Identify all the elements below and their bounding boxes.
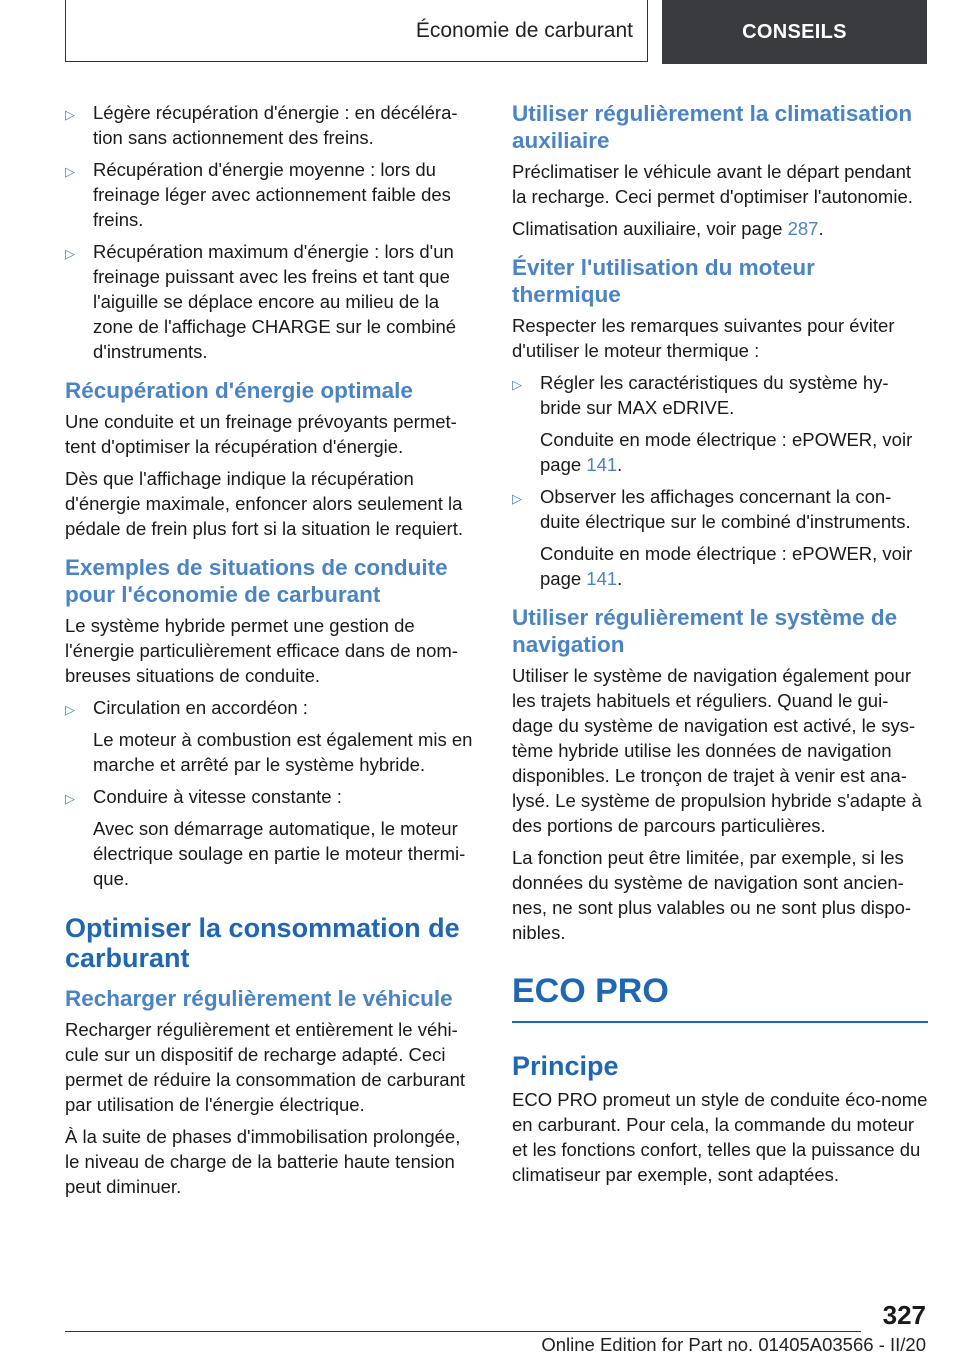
- list-item: ▷ Observer les affichages concernant la con-duite électrique sur le combiné d'instruments.: [512, 486, 911, 532]
- footer-divider: [65, 1331, 861, 1332]
- list-subtext: Le moteur à combustion est également mis en marche et arrêté par le système hybride.: [93, 729, 473, 775]
- triangle-bullet-icon: ▷: [65, 107, 75, 122]
- heading-recharger: Recharger régulièrement le véhicule: [65, 986, 453, 1011]
- list-item: ▷ Régler les caractéristiques du système hy-bride sur MAX eDRIVE.: [512, 372, 889, 418]
- left-column: [65, 100, 477, 1206]
- paragraph: Utiliser le système de navigation également pour les trajets habituels et réguliers. Quand le gui-dage du système de navigation est activé, le sys-tème hybride utilise les données de navigation disponibles. Le tronçon de trajet à venir est ana-lysé. Le système de propulsion hybride s'adapte à des portions de parcours particulières.: [512, 665, 922, 836]
- triangle-bullet-icon: ▷: [512, 377, 522, 392]
- triangle-bullet-icon: ▷: [65, 164, 75, 179]
- list-subtext: Conduite en mode électrique : ePOWER, voir page 141.: [540, 429, 913, 475]
- page-header: [65, 0, 927, 64]
- heading-optimiser: Optimiser la consommation de carburant: [65, 913, 460, 973]
- paragraph: Dès que l'affichage indique la récupération d'énergie maximale, enfoncer alors seulement la pédale de frein plus fort si la situation le requiert.: [65, 468, 463, 539]
- paragraph: Climatisation auxiliaire, voir page 287.: [512, 218, 824, 239]
- triangle-bullet-icon: ▷: [512, 491, 522, 506]
- triangle-bullet-icon: ▷: [65, 246, 75, 261]
- paragraph: Une conduite et un freinage prévoyants permet-tent d'optimiser la récupération d'énergie.: [65, 411, 457, 457]
- paragraph: Recharger régulièrement et entièrement le véhi-cule sur un dispositif de recharge adapté. Ceci permet de réduire la consommation de carburant par utilisation de l'énergie électrique.: [65, 1019, 466, 1115]
- page-link[interactable]: 141: [586, 568, 618, 589]
- heading-eco-pro: ECO PRO: [512, 971, 928, 1023]
- page-number: 327: [882, 1300, 926, 1330]
- edition-footer: Online Edition for Part no. 01405A03566 - II/20: [541, 1334, 926, 1355]
- page-link[interactable]: 141: [586, 454, 618, 475]
- right-column: [512, 100, 928, 1194]
- triangle-bullet-icon: ▷: [65, 791, 75, 806]
- chapter-tab: CONSEILS: [662, 0, 927, 64]
- paragraph: Préclimatiser le véhicule avant le départ pendant la recharge. Ceci permet d'optimiser l'autonomie.: [512, 161, 913, 207]
- paragraph: La fonction peut être limitée, par exemple, si les données du système de navigation sont ancien-nes, ne sont plus valables ou ne sont plus dispo-nibles.: [512, 847, 912, 943]
- list-item: ▷ Circulation en accordéon :: [65, 697, 308, 718]
- list-item: ▷ Légère récupération d'énergie : en décéléra-tion sans actionnement des freins.: [65, 102, 458, 148]
- paragraph: À la suite de phases d'immobilisation prolongée, le niveau de charge de la batterie haute tension peut diminuer.: [65, 1126, 461, 1197]
- heading-principe: Principe: [512, 1051, 619, 1081]
- list-subtext: Conduite en mode électrique : ePOWER, voir page 141.: [540, 543, 913, 589]
- heading-exemples: Exemples de situations de conduite pour l'économie de carburant: [65, 555, 448, 607]
- paragraph: Le système hybride permet une gestion de l'énergie particulièrement efficace dans de nom-breuses situations de conduite.: [65, 615, 458, 686]
- list-subtext: Avec son démarrage automatique, le moteur électrique soulage en partie le moteur thermi-que.: [93, 818, 466, 889]
- list-item: ▷ Récupération d'énergie moyenne : lors du freinage léger avec actionnement faible des freins.: [65, 159, 451, 230]
- heading-recuperation: Récupération d'énergie optimale: [65, 378, 413, 403]
- page-link[interactable]: 287: [787, 218, 819, 239]
- triangle-bullet-icon: ▷: [65, 702, 75, 717]
- paragraph: ECO PRO promeut un style de conduite éco-nome en carburant. Pour cela, la commande du moteur et les fonctions confort, telles que la puissance du climatiseur par exemple, sont adaptées.: [512, 1089, 928, 1185]
- paragraph: Respecter les remarques suivantes pour éviter d'utiliser le moteur thermique :: [512, 315, 895, 361]
- section-title: Économie de carburant: [65, 0, 648, 62]
- heading-eviter: Éviter l'utilisation du moteur thermique: [512, 255, 815, 307]
- list-item: ▷ Récupération maximum d'énergie : lors d'un freinage puissant avec les freins et tant que l'aiguille se déplace encore au milieu de la zone de l'affichage CHARGE sur le combiné d'instruments.: [65, 241, 457, 362]
- heading-navigation: Utiliser régulièrement le système de navigation: [512, 605, 898, 657]
- list-item: ▷ Conduire à vitesse constante :: [65, 786, 342, 807]
- heading-climatisation: Utiliser régulièrement la climatisation auxiliaire: [512, 101, 913, 153]
